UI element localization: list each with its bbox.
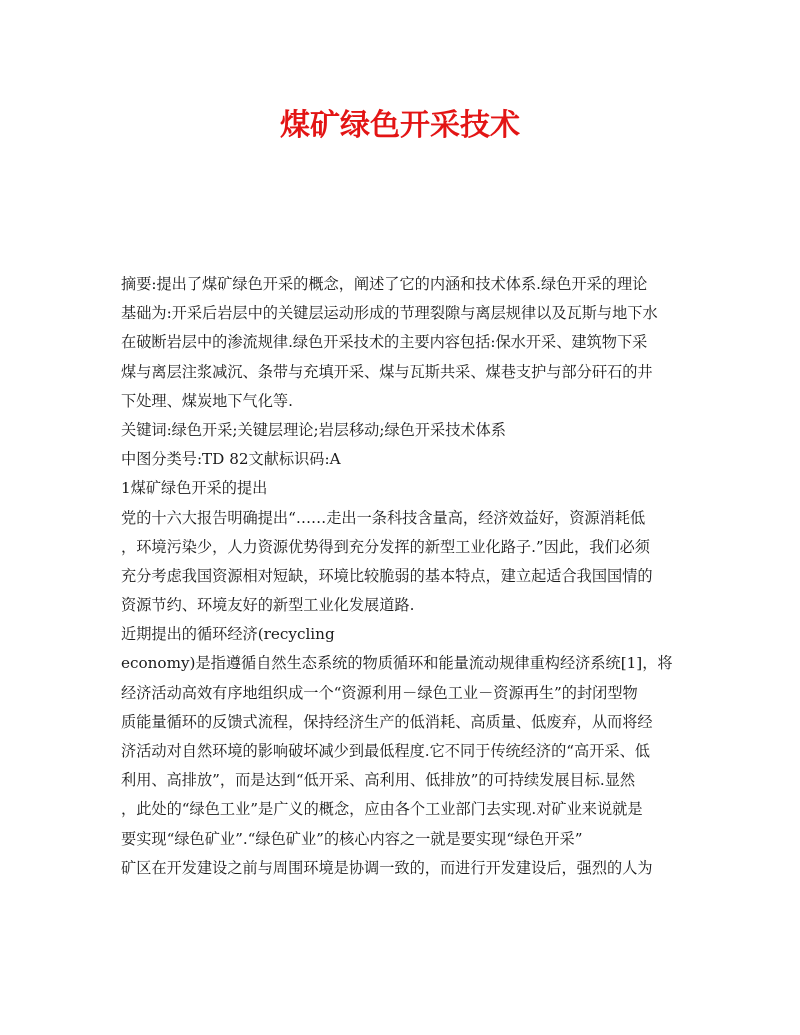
- classification-line: 中图分类号:TD 82文献标识码:A: [121, 450, 341, 469]
- text-line: 在破断岩层中的渗流规律.绿色开采技术的主要内容包括:保水开采、建筑物下采: [121, 333, 648, 352]
- keywords-line: 关键词:绿色开采;关键层理论;岩层移动;绿色开采技术体系: [121, 420, 506, 439]
- text-line: 资源节约、环境友好的新型工业化发展道路.: [121, 596, 415, 615]
- text-line: ，环境污染少，人力资源优势得到充分发挥的新型工业化路子.”因此，我们必须: [121, 537, 650, 556]
- text-line: 要实现“绿色矿业”.“绿色矿业”的核心内容之一就是要实现“绿色开采”: [121, 829, 583, 848]
- section-heading: 1煤矿绿色开采的提出: [121, 479, 268, 498]
- text-line: 下处理、煤炭地下气化等.: [121, 391, 293, 410]
- document-title: 煤矿绿色开采技术: [280, 108, 520, 143]
- text-line: 质能量循环的反馈式流程，保持经济生产的低消耗、高质量、低废弃，从而将经: [121, 712, 653, 731]
- text-line: 经济活动高效有序地组织成一个“资源利用－绿色工业－资源再生”的封闭型物: [121, 683, 638, 702]
- text-line: economy)是指遵循自然生态系统的物质循环和能量流动规律重构经济系统[1]，将: [121, 654, 673, 673]
- text-line: 近期提出的循环经济(recycling: [121, 625, 335, 644]
- text-line: 煤与离层注浆减沉、条带与充填开采、煤与瓦斯共采、煤巷支护与部分矸石的井: [121, 362, 653, 381]
- text-line: 基础为:开采后岩层中的关键层运动形成的节理裂隙与离层规律以及瓦斯与地下水: [121, 304, 658, 323]
- text-line: 济活动对自然环境的影响破坏减少到最低程度.它不同于传统经济的“高开采、低: [121, 742, 650, 760]
- text-line: ，此处的“绿色工业”是广义的概念，应由各个工业部门去实现.对矿业来说就是: [121, 800, 643, 819]
- document-body: [121, 270, 686, 883]
- text-line: 利用、高排放”，而是达到“低开采、高利用、低排放”的可持续发展目标.显然: [121, 771, 636, 790]
- text-line: 充分考虑我国资源相对短缺，环境比较脆弱的基本特点，建立起适合我国国情的: [121, 566, 653, 585]
- text-line: 矿区在开发建设之前与周围环境是协调一致的，而进行开发建设后，强烈的人为: [121, 858, 653, 877]
- text-line: 党的十六大报告明确提出“……走出一条科技含量高，经济效益好，资源消耗低: [121, 508, 646, 527]
- text-line: 摘要:提出了煤矿绿色开采的概念，阐述了它的内涵和技术体系.绿色开采的理论: [121, 275, 648, 293]
